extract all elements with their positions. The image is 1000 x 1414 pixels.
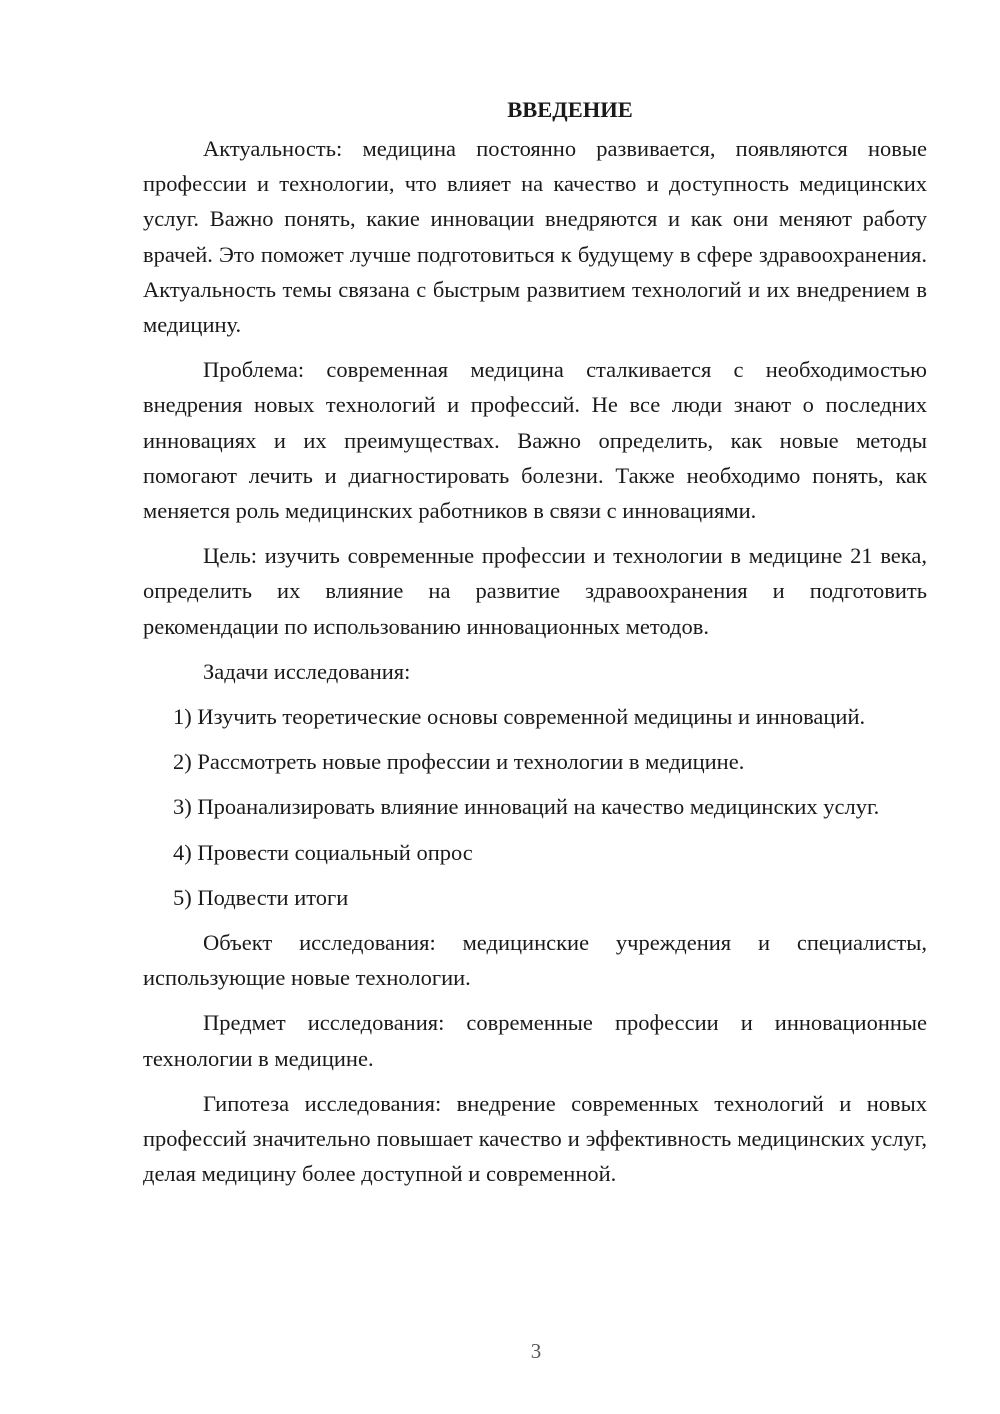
task-item: 3) Проанализировать влияние инноваций на качество медицинских услуг.: [173, 794, 880, 820]
task-item: 1) Изучить теоретические основы современной медицины и инноваций.: [173, 704, 866, 730]
document-body: [143, 95, 927, 1201]
tasks-heading: Задачи исследования:: [203, 658, 411, 684]
task-item: 4) Провести социальный опрос: [173, 839, 473, 865]
goal-paragraph: Цель: изучить современные профессии и технологии в медицине 21 века, определить их влияние на развитие здравоохранения и подготовить рекомендации по использованию инновационных методов.: [143, 543, 927, 639]
relevance-paragraph: Актуальность: медицина постоянно развивается, появляются новые профессии и технологии, что влияет на качество и доступность медицинских услуг. Важно понять, какие инновации внедряются и как они меняют работу врачей. Это поможет лучше подготовиться к будущему в сфере здравоохранения. Актуальность темы связана с быстрым развитием технологий и их внедрением в медицину.: [143, 136, 927, 338]
page-number: 3: [530, 1339, 542, 1363]
task-item: 5) Подвести итоги: [173, 884, 349, 910]
hypothesis-paragraph: Гипотеза исследования: внедрение современных технологий и новых профессий значительно повышает качество и эффективность медицинских услуг, делая медицину более доступной и современной.: [143, 1090, 927, 1187]
problem-paragraph: Проблема: современная медицина сталкивается с необходимостью внедрения новых технологий и профессий. Не все люди знают о последних инновациях и их преимуществах. Важно определить, как новые методы помогают лечить и диагностировать болезни. Также необходимо понять, как меняется роль медицинских работников в связи с инновациями.: [143, 357, 927, 524]
task-item: 2) Рассмотреть новые профессии и технологии в медицине.: [173, 749, 745, 775]
subject-paragraph: Предмет исследования: современные профессии и инновационные технологии в медицине.: [143, 1010, 927, 1071]
object-paragraph: Объект исследования: медицинские учреждения и специалисты, использующие новые технологии.: [143, 930, 927, 991]
page-title: ВВЕДЕНИЕ: [507, 97, 633, 122]
